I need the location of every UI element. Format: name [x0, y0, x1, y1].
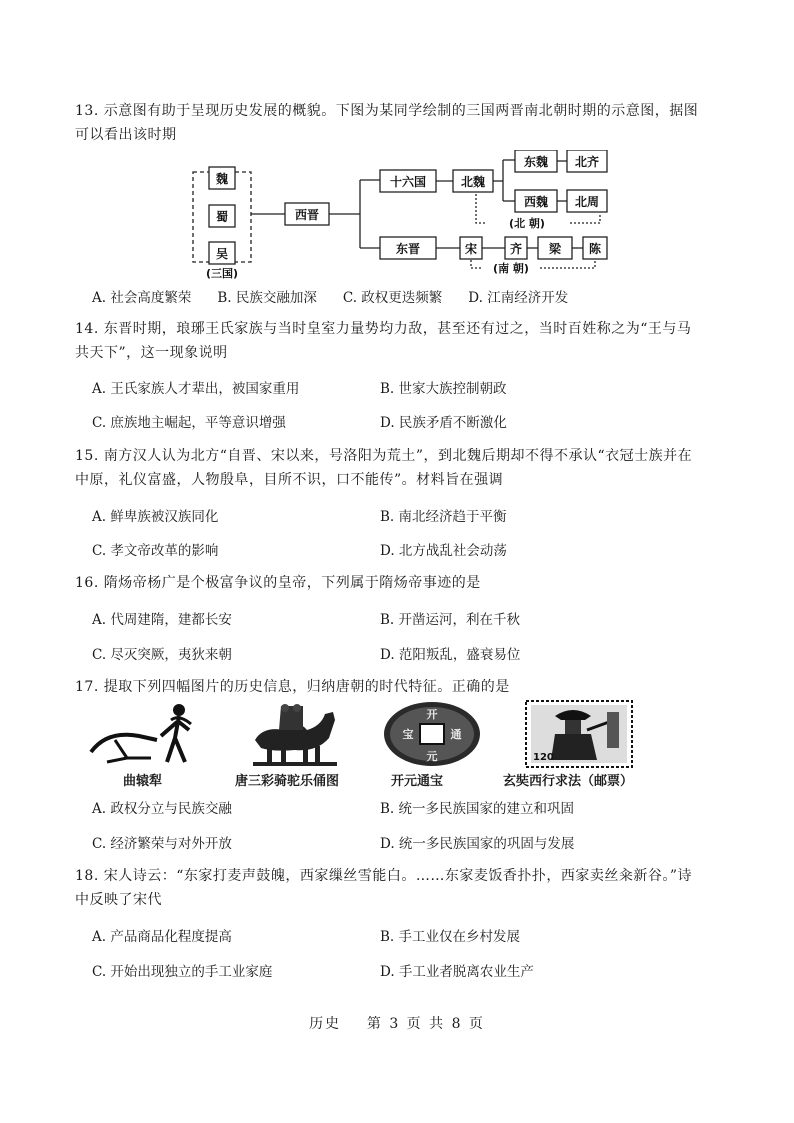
q13-option-d[interactable]: D. 江南经济开发	[468, 290, 569, 306]
song-label: 宋	[464, 242, 478, 256]
q15-option-d[interactable]: D. 北方战乱社会动荡	[380, 543, 507, 559]
tang-sancai-camel-image	[245, 700, 345, 768]
beizhou-label: 北周	[574, 195, 600, 209]
q13-options	[92, 286, 732, 306]
q14-option-a[interactable]: A. 王氏家族人才辈出，被国家重用	[92, 381, 300, 397]
xijin-label: 西晋	[294, 208, 320, 222]
q13-stem-line2: 可以看出该时期	[75, 127, 177, 143]
q18-option-c[interactable]: C. 开始出现独立的手工业家庭	[92, 964, 273, 980]
q18-stem-line2: 中反映了宋代	[75, 892, 162, 908]
dongwei-label: 东魏	[523, 155, 549, 169]
curved-plough-image	[87, 700, 207, 768]
page-footer: 历史 第 3 页 共 8 页	[309, 1016, 485, 1032]
q18-option-a[interactable]: A. 产品商品化程度提高	[92, 929, 232, 945]
dongjin-label: 东晋	[395, 242, 421, 256]
wu-label: 吴	[215, 247, 229, 261]
q13-diagram	[185, 150, 615, 280]
q18-stem-line1: 18. 宋人诗云：“东家打麦声鼓魄，西家缫丝雪能白。……东家麦饭香扑扑，西家卖丝籴新谷。”诗	[75, 868, 693, 884]
stamp-value: 120	[533, 752, 554, 763]
q16-stem: 16. 隋炀帝杨广是个极富争议的皇帝，下列属于隋炀帝事迹的是	[75, 575, 481, 591]
beichao-label: (北 朝)	[509, 217, 545, 230]
coin-char-left: 宝	[402, 728, 414, 741]
q16-option-b[interactable]: B. 开凿运河，利在千秋	[380, 612, 521, 628]
q17-options-row2	[92, 832, 732, 852]
liang-label: 梁	[548, 242, 562, 256]
kaiyuan-coin-image	[380, 700, 484, 768]
q13-option-b[interactable]: B. 民族交融加深	[217, 290, 317, 306]
q17-pictures	[85, 700, 645, 795]
q16-options-row1	[92, 608, 732, 628]
q14-options-row2	[92, 411, 732, 431]
q15-stem-line1: 15. 南方汉人认为北方“自晋、宋以来，号洛阳为荒土”，到北魏后期却不得不承认“衣冠士族并在	[75, 448, 693, 464]
q17-stem: 17. 提取下列四幅图片的历史信息，归纳唐朝的时代特征。正确的是	[75, 679, 510, 695]
xuanzang-stamp-image	[525, 700, 633, 768]
q14-option-b[interactable]: B. 世家大族控制朝政	[380, 381, 507, 397]
caption-plough: 曲辕犁	[123, 774, 163, 789]
q15-options-row1	[92, 505, 732, 525]
q17-option-b[interactable]: B. 统一多民族国家的建立和巩固	[380, 801, 575, 817]
beiwei-label: 北魏	[460, 175, 486, 189]
q16-options-row2	[92, 643, 732, 663]
beiqi-label: 北齐	[574, 155, 600, 169]
q14-stem-line1: 14. 东晋时期，琅琊王氏家族与当时皇室力量势均力敌，甚至还有过之，当时百姓称之为“王与马	[75, 321, 692, 337]
q16-option-c[interactable]: C. 尽灭突厥，夷狄来朝	[92, 647, 232, 663]
q14-stem-line2: 共天下”，这一现象说明	[75, 345, 228, 361]
q18-stem	[75, 864, 725, 912]
shiliuguo-label: 十六国	[389, 175, 427, 189]
q15-stem	[75, 444, 725, 492]
caption-camel: 唐三彩骑驼乐俑图	[235, 774, 340, 789]
caption-coin: 开元通宝	[391, 774, 444, 789]
q18-options-row2	[92, 960, 732, 980]
q14-option-c[interactable]: C. 庶族地主崛起，平等意识增强	[92, 415, 286, 431]
chen-label: 陈	[588, 242, 602, 256]
q17-options-row1	[92, 797, 732, 817]
q13-stem-line1: 13. 示意图有助于呈现历史发展的概貌。下图为某同学绘制的三国两晋南北朝时期的示意图，据图	[75, 103, 699, 119]
shu-label: 蜀	[215, 210, 229, 224]
q15-option-c[interactable]: C. 孝文帝改革的影响	[92, 543, 219, 559]
q17-option-c[interactable]: C. 经济繁荣与对外开放	[92, 836, 232, 852]
q18-options-row1	[92, 925, 732, 945]
coin-char-right: 通	[450, 728, 462, 741]
sanguo-label: (三国)	[205, 267, 239, 280]
q15-stem-line2: 中原，礼仪富盛，人物殷阜，目所不识，口不能传”。材料旨在强调	[75, 472, 504, 488]
q17-option-d[interactable]: D. 统一多民族国家的巩固与发展	[380, 836, 575, 852]
q13-option-a[interactable]: A. 社会高度繁荣	[92, 290, 192, 306]
q17-option-a[interactable]: A. 政权分立与民族交融	[92, 801, 232, 817]
xiwei-label: 西魏	[523, 195, 549, 209]
q15-option-a[interactable]: A. 鲜卑族被汉族同化	[92, 509, 219, 525]
q15-option-b[interactable]: B. 南北经济趋于平衡	[380, 509, 507, 525]
nanchao-label: (南 朝)	[493, 262, 529, 275]
q13-option-c[interactable]: C. 政权更迭频繁	[342, 290, 443, 306]
wei-label: 魏	[215, 172, 229, 186]
q16-option-a[interactable]: A. 代周建隋，建都长安	[92, 612, 232, 628]
q13-stem	[75, 99, 725, 147]
coin-char-top: 开	[426, 708, 438, 721]
qi-label: 齐	[509, 242, 523, 256]
q14-options-row1	[92, 377, 732, 397]
q18-option-d[interactable]: D. 手工业者脱离农业生产	[380, 964, 534, 980]
q15-options-row2	[92, 539, 732, 559]
q14-option-d[interactable]: D. 民族矛盾不断激化	[380, 415, 507, 431]
coin-char-bottom: 元	[426, 750, 438, 763]
q18-option-b[interactable]: B. 手工业仅在乡村发展	[380, 929, 521, 945]
caption-stamp: 玄奘西行求法（邮票）	[503, 774, 634, 789]
q14-stem	[75, 317, 725, 365]
q16-option-d[interactable]: D. 范阳叛乱，盛衰易位	[380, 647, 521, 663]
